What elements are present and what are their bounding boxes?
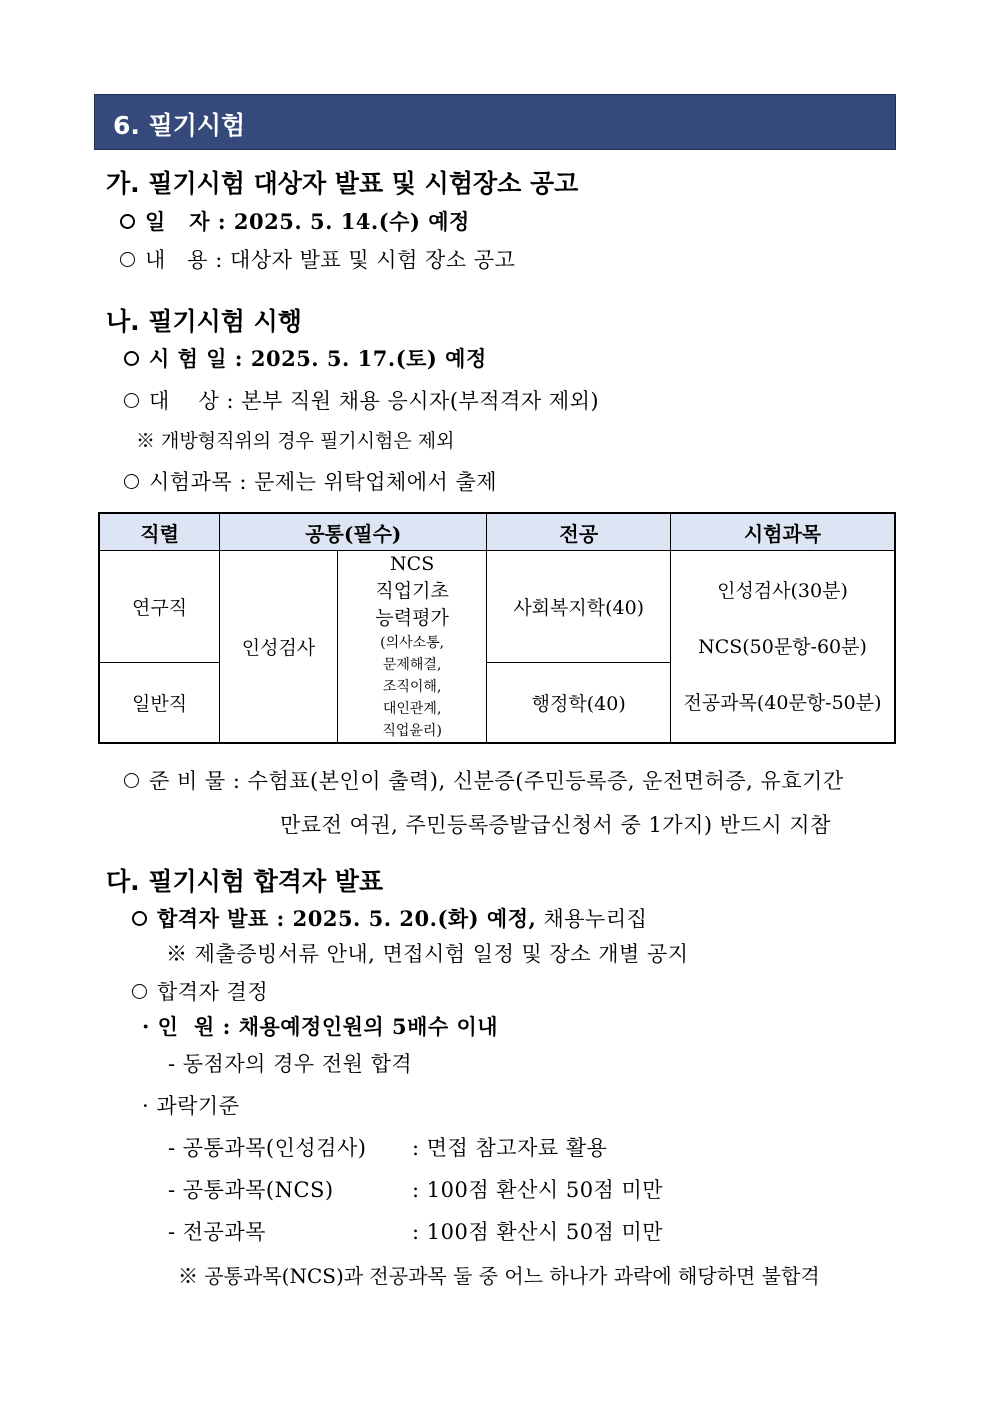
b-target-value: : 본부 직원 채용 응시자(부적격자 제외) [226, 389, 600, 413]
ncs-sub-3: 조직이해, [382, 679, 442, 695]
c-cut1-value: : 면접 참고자료 활용 [412, 1136, 608, 1160]
c-cut3-value: : 100점 환산시 50점 미만 [412, 1220, 664, 1244]
subjects-cell [670, 551, 895, 744]
bullet-circle-icon [124, 393, 139, 408]
b-prep-label: 준 비 물 [149, 769, 226, 793]
common-ncs [337, 551, 487, 744]
b-subjects-value: : 문제는 위탁업체에서 출제 [239, 470, 498, 494]
b-prep-value-2: 만료전 여권, 주민등록증발급신청서 중 1가지) 반드시 지참 [280, 813, 831, 837]
b-prep-value-1: : 수험표(본인이 출력), 신분증(주민등록증, 운전면허증, 유효기간 [232, 769, 844, 793]
heading-b: 나. 필기시험 시행 [106, 307, 302, 336]
b-examday-label: 시 험 일 [149, 346, 227, 371]
c-decision: 합격자 결정 [157, 980, 269, 1004]
heading-c: 다. 필기시험 합격자 발표 [106, 867, 384, 896]
row1-job: 연구직 [99, 551, 220, 663]
row2-job: 일반직 [99, 662, 220, 743]
c-announce-label: 합격자 발표 : 2025. 5. 20.(화) 예정, [157, 906, 537, 931]
bullet-circle-icon [132, 984, 147, 999]
b-subjects-label: 시험과목 [149, 470, 233, 494]
c-cut2-value: : 100점 환산시 50점 미만 [412, 1178, 664, 1202]
th-major: 전공 [487, 513, 671, 551]
c-cut3-label: - 전공과목 [168, 1220, 266, 1244]
table-header-row [99, 513, 895, 551]
c-cut2-label: - 공통과목(NCS) [168, 1178, 334, 1202]
ncs-line-1: NCS [390, 553, 435, 575]
c-tie-line: - 동점자의 경우 전원 합격 [168, 1052, 413, 1076]
ncs-sub-1: (의사소통, [380, 635, 445, 651]
b-target-label: 대 상 [149, 389, 220, 413]
c-decision-line [132, 976, 268, 1006]
ncs-sub-5: 직업윤리) [382, 723, 442, 739]
a-date-value: : 2025. 5. 14.(수) 예정 [217, 209, 470, 234]
c-announce-note: ※ 제출증빙서류 안내, 면접시험 일정 및 장소 개별 공지 [166, 942, 689, 966]
b-subjects-line [124, 466, 497, 496]
b-note: ※ 개방형직위의 경우 필기시험은 제외 [136, 430, 455, 452]
bullet-circle-icon [132, 911, 147, 926]
row1-major: 사회복지학(40) [487, 551, 671, 663]
b-target-line [124, 385, 599, 415]
ncs-line-3: 능력평가 [375, 607, 449, 629]
b-examday-value: : 2025. 5. 17.(토) 예정 [234, 346, 487, 371]
c-announce-line [132, 903, 647, 933]
row2-major: 행정학(40) [487, 662, 671, 743]
ncs-line-2: 직업기초 [375, 580, 449, 602]
bullet-circle-icon [124, 351, 139, 366]
subject-1: 인성검사(30분) [717, 579, 848, 602]
exam-table [98, 512, 896, 744]
c-final-note: ※ 공통과목(NCS)과 전공과목 둘 중 어느 하나가 과락에 해당하면 불합격 [178, 1264, 820, 1288]
ncs-sub-4: 대인관계, [382, 701, 442, 717]
table-row [99, 551, 895, 663]
subject-3: 전공과목(40문항-50분) [683, 691, 882, 714]
a-date-line [120, 206, 470, 236]
subject-2: NCS(50문항-60분) [698, 635, 867, 658]
c-cutoff: · 과락기준 [142, 1094, 240, 1118]
bullet-circle-icon [124, 474, 139, 489]
b-prep-line [124, 765, 844, 795]
th-subjects: 시험과목 [670, 513, 895, 551]
a-date-label: 일 자 [145, 209, 211, 234]
bullet-circle-icon [120, 214, 135, 229]
section-title: 6. 필기시험 [113, 111, 246, 140]
a-content-label: 내 용 [145, 248, 209, 272]
c-cut1-label: - 공통과목(인성검사) [168, 1136, 367, 1160]
a-content-line [120, 244, 515, 274]
b-examday-line [124, 343, 487, 373]
heading-a: 가. 필기시험 대상자 발표 및 시험장소 공고 [106, 169, 579, 198]
bullet-circle-icon [124, 773, 139, 788]
c-count-line: · 인 원 : 채용예정인원의 5배수 이내 [142, 1014, 499, 1039]
a-content-value: : 대상자 발표 및 시험 장소 공고 [215, 248, 516, 272]
section-header [94, 94, 896, 150]
th-job: 직렬 [99, 513, 220, 551]
bullet-circle-icon [120, 252, 135, 267]
c-announce-where: 채용누리집 [536, 907, 648, 931]
th-common: 공통(필수) [220, 513, 487, 551]
ncs-sub-2: 문제해결, [382, 657, 442, 673]
common-personality: 인성검사 [220, 551, 338, 744]
